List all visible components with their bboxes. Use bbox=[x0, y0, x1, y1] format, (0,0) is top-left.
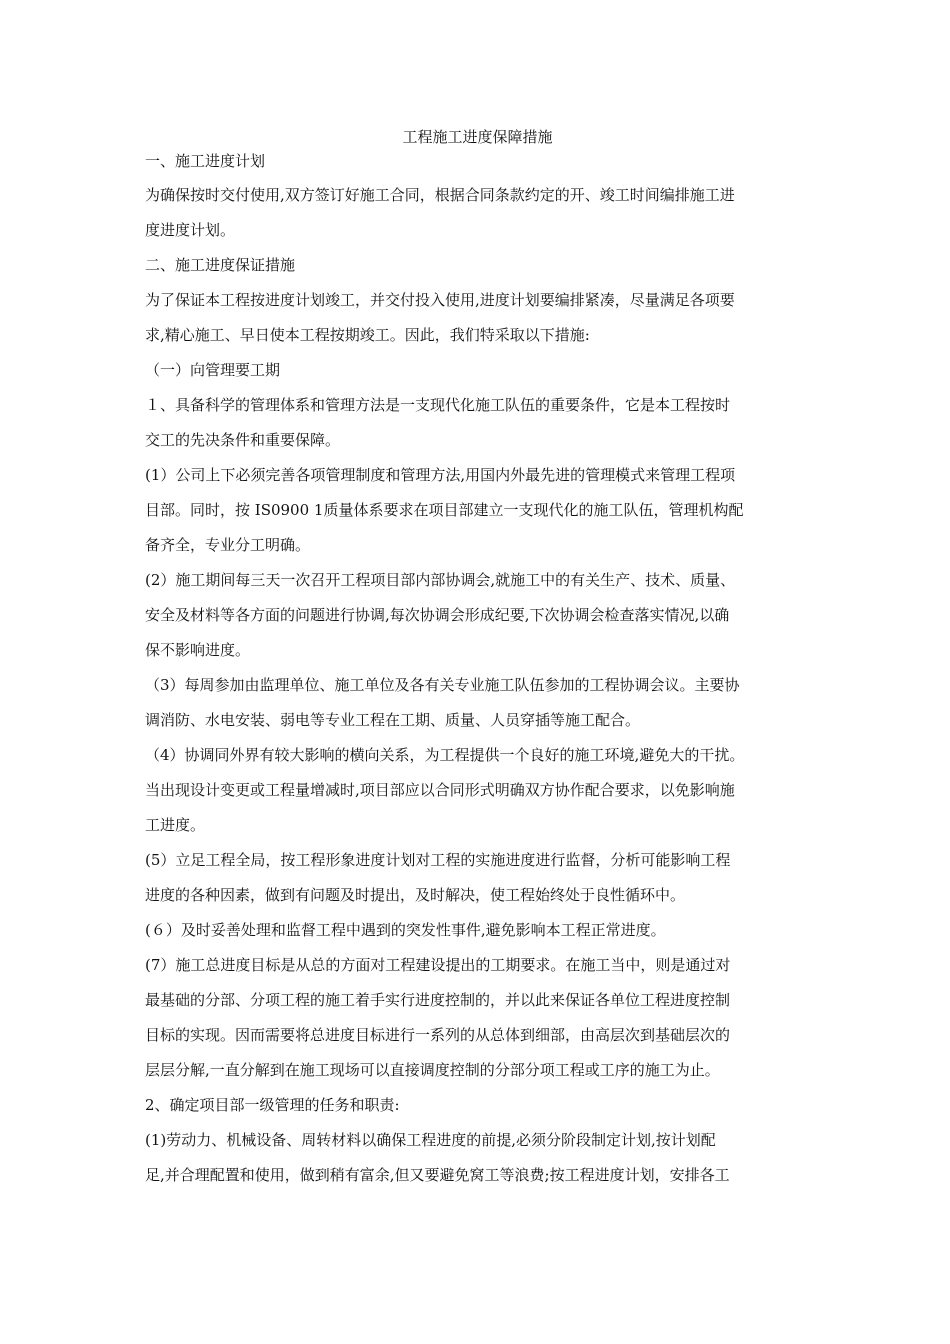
text-line: (5）立足工程全局，按工程形象进度计划对工程的实施进度进行监督，分析可能影响工程 bbox=[145, 851, 731, 869]
document-title: 工程施工进度保障措施 bbox=[402, 128, 553, 146]
text-line: （4）协调同外界有较大影响的横向关系，为工程提供一个良好的施工环境,避免大的干扰。 bbox=[145, 746, 745, 764]
text-line: (1）公司上下必须完善各项管理制度和管理方法,用国内外最先进的管理模式来管理工程项 bbox=[145, 466, 736, 484]
text-line: 为了保证本工程按进度计划竣工，并交付投入使用,进度计划要编排紧凑，尽量满足各项要 bbox=[145, 291, 735, 309]
text-line: 工进度。 bbox=[145, 816, 206, 834]
text-line: 足,并合理配置和使用，做到稍有富余,但又要避免窝工等浪费;按工程进度计划，安排各工 bbox=[145, 1166, 730, 1184]
text-line: 层层分解,一直分解到在施工现场可以直接调度控制的分部分项工程或工序的施工为止。 bbox=[145, 1061, 720, 1079]
text-line: 当出现设计变更或工程量增减时,项目部应以合同形式明确双方协作配合要求，以免影响施 bbox=[145, 781, 735, 799]
text-line: 目部。同时，按 IS0900 1质量体系要求在项目部建立一支现代化的施工队伍，管理机构配 bbox=[145, 501, 744, 519]
text-line: 安全及材料等各方面的问题进行协调,每次协调会形成纪要,下次协调会检查落实情况,以确 bbox=[145, 606, 730, 624]
text-line: １、具备科学的管理体系和管理方法是一支现代化施工队伍的重要条件，它是本工程按时 bbox=[145, 396, 731, 414]
text-line: （3）每周参加由监理单位、施工单位及各有关专业施工队伍参加的工程协调会议。主要协 bbox=[145, 676, 740, 694]
text-line: (7）施工总进度目标是从总的方面对工程建设提出的工期要求。在施工当中，则是通过对 bbox=[145, 956, 731, 974]
text-line: 度进度计划。 bbox=[145, 221, 236, 239]
text-line: 2、确定项目部一级管理的任务和职责: bbox=[145, 1096, 400, 1114]
section-heading-1: 一、施工进度计划 bbox=[145, 152, 266, 170]
text-line: 最基础的分部、分项工程的施工着手实行进度控制的，并以此来保证各单位工程进度控制 bbox=[145, 991, 731, 1009]
text-line: (６）及时妥善处理和监督工程中遇到的突发性事件,避免影响本工程正常进度。 bbox=[145, 921, 666, 939]
section-heading-2: 二、施工进度保证措施 bbox=[145, 256, 296, 274]
text-line: 交工的先决条件和重要保障。 bbox=[145, 431, 341, 449]
text-line: (1)劳动力、机械设备、周转材料以确保工程进度的前提,必须分阶段制定计划,按计划配 bbox=[145, 1131, 716, 1149]
text-line: 求,精心施工、早日使本工程按期竣工。因此，我们特采取以下措施: bbox=[145, 326, 590, 344]
text-line: 调消防、水电安装、弱电等专业工程在工期、质量、人员穿插等施工配合。 bbox=[145, 711, 641, 729]
text-line: 为确保按时交付使用,双方签订好施工合同，根据合同条款约定的开、竣工时间编排施工进 bbox=[145, 186, 735, 204]
document-body bbox=[145, 124, 810, 1193]
text-line: 进度的各种因素，做到有问题及时提出，及时解决，使工程始终处于良性循环中。 bbox=[145, 886, 686, 904]
text-line: 备齐全，专业分工明确。 bbox=[145, 536, 311, 554]
text-line: (2）施工期间每三天一次召开工程项目部内部协调会,就施工中的有关生产、技术、质量、 bbox=[145, 571, 736, 589]
subsection-heading: （一）向管理要工期 bbox=[145, 361, 281, 379]
text-line: 目标的实现。因而需要将总进度目标进行一系列的从总体到细部，由高层次到基础层次的 bbox=[145, 1026, 731, 1044]
text-line: 保不影响进度。 bbox=[145, 641, 251, 659]
